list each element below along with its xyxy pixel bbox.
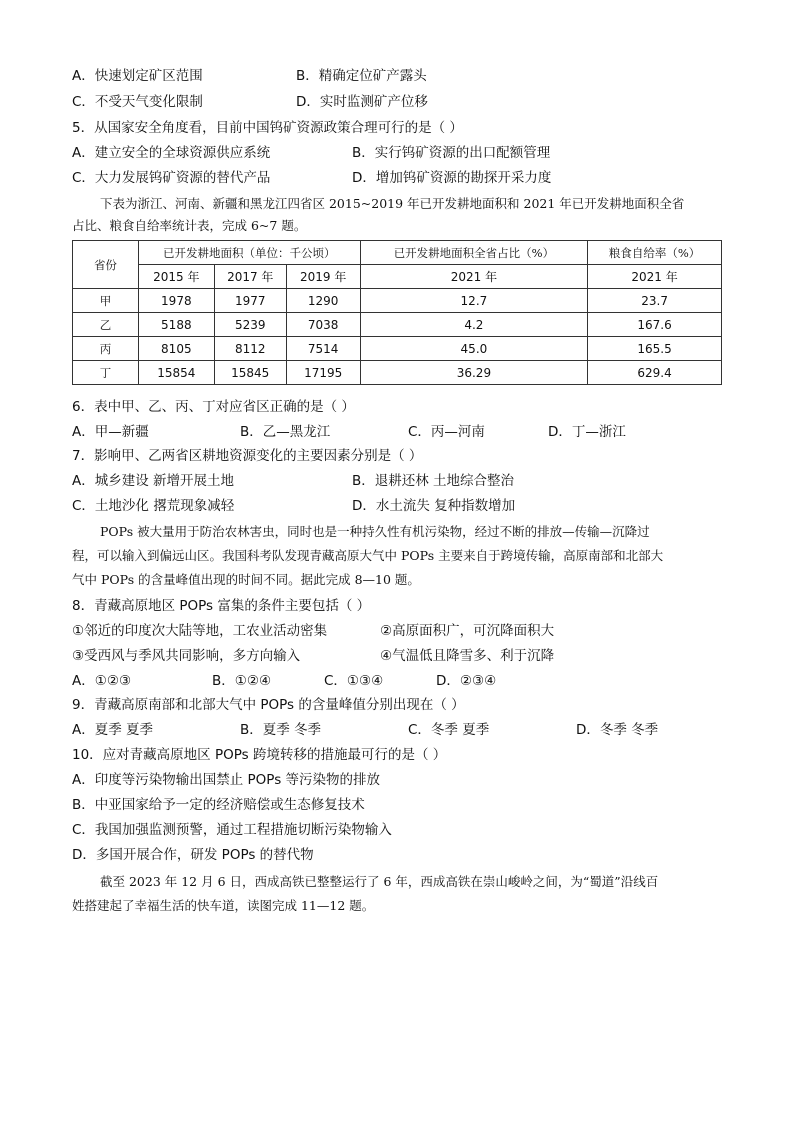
q8-statement-2: ②高原面积广，可沉降面积大 xyxy=(380,623,555,639)
intro-11-12-line-2: 姓搭建起了幸福生活的快车道，读图完成 11—12 题。 xyxy=(72,898,375,913)
q5-option-b: B．实行钨矿资源的出口配额管理 xyxy=(352,145,551,161)
q9-option-b: B．夏季 冬季 xyxy=(240,722,322,738)
header-share: 已开发耕地面积全省占比（%） xyxy=(360,241,588,265)
q4-option-b: B．精确定位矿产露头 xyxy=(296,68,427,84)
cell-2017: 5239 xyxy=(214,313,286,337)
header-year-2015: 2015 年 xyxy=(138,265,214,289)
row-name: 丁 xyxy=(73,361,139,385)
q6-option-c: C．丙—河南 xyxy=(408,424,485,440)
cell-grain: 165.5 xyxy=(588,337,722,361)
table-row xyxy=(73,337,722,361)
header-grain: 粮食自给率（%） xyxy=(588,241,722,265)
cell-grain: 167.6 xyxy=(588,313,722,337)
intro-8-10-line-3: 气中 POPs 的含量峰值出现的时间不同。据此完成 8—10 题。 xyxy=(72,572,420,587)
header-share-year: 2021 年 xyxy=(360,265,588,289)
header-area: 已开发耕地面积（单位：千公顷） xyxy=(138,241,360,265)
q8-statement-1: ①邻近的印度次大陆等地，工农业活动密集 xyxy=(72,623,328,639)
header-province: 省份 xyxy=(73,241,139,289)
table-row xyxy=(73,361,722,385)
q7-option-d: D．水土流失 复种指数增加 xyxy=(352,498,516,514)
row-name: 甲 xyxy=(73,289,139,313)
cell-2019: 17195 xyxy=(286,361,360,385)
cell-2015: 8105 xyxy=(138,337,214,361)
q8-option-b: B．①②④ xyxy=(212,673,272,689)
q4-option-c: C．不受天气变化限制 xyxy=(72,94,203,110)
q7-option-c: C．土地沙化 撂荒现象减轻 xyxy=(72,498,235,514)
cell-share: 12.7 xyxy=(360,289,588,313)
q10-option-d: D．多国开展合作，研发 POPs 的替代物 xyxy=(72,847,314,863)
q9-option-d: D．冬季 冬季 xyxy=(576,722,659,738)
intro-6-7-line-1: 下表为浙江、河南、新疆和黑龙江四省区 2015~2019 年已开发耕地面积和 2021 年已开发耕地面积全省 xyxy=(100,196,685,211)
intro-8-10-line-2: 程，可以输入到偏远山区。我国科考队发现青藏高原大气中 POPs 主要来自于跨境传输，高原南部和北部大 xyxy=(72,548,664,563)
cell-grain: 23.7 xyxy=(588,289,722,313)
q4-option-a: A．快速划定矿区范围 xyxy=(72,68,203,84)
q6-option-d: D．丁—浙江 xyxy=(548,424,626,440)
q8-option-d: D．②③④ xyxy=(436,673,497,689)
q9-option-a: A．夏季 夏季 xyxy=(72,722,154,738)
q10-option-b: B．中亚国家给予一定的经济赔偿或生态修复技术 xyxy=(72,797,365,813)
q8-stem: 8．青藏高原地区 POPs 富集的条件主要包括（ ） xyxy=(72,598,371,614)
q8-statement-4: ④气温低且降雪多、利于沉降 xyxy=(380,648,555,664)
q8-statement-3: ③受西风与季风共同影响，多方向输入 xyxy=(72,648,301,664)
q8-option-c: C．①③④ xyxy=(324,673,384,689)
row-name: 丙 xyxy=(73,337,139,361)
q5-option-c: C．大力发展钨矿资源的替代产品 xyxy=(72,170,271,186)
cell-share: 36.29 xyxy=(360,361,588,385)
q10-stem: 10．应对青藏高原地区 POPs 跨境转移的措施最可行的是（ ） xyxy=(72,747,447,763)
cell-2017: 8112 xyxy=(214,337,286,361)
q10-option-a: A．印度等污染物输出国禁止 POPs 等污染物的排放 xyxy=(72,772,381,788)
q9-option-c: C．冬季 夏季 xyxy=(408,722,490,738)
q10-option-c: C．我国加强监测预警，通过工程措施切断污染物输入 xyxy=(72,822,392,838)
row-name: 乙 xyxy=(73,313,139,337)
q6-stem: 6．表中甲、乙、丙、丁对应省区正确的是（ ） xyxy=(72,399,355,415)
q7-option-a: A．城乡建设 新增开展土地 xyxy=(72,473,235,489)
cell-2017: 15845 xyxy=(214,361,286,385)
q6-option-a: A．甲—新疆 xyxy=(72,424,149,440)
table-row xyxy=(73,289,722,313)
header-grain-year: 2021 年 xyxy=(588,265,722,289)
cell-2015: 1978 xyxy=(138,289,214,313)
cell-2019: 1290 xyxy=(286,289,360,313)
q5-option-d: D．增加钨矿资源的勘探开采力度 xyxy=(352,170,552,186)
q9-stem: 9．青藏高原南部和北部大气中 POPs 的含量峰值分别出现在（ ） xyxy=(72,697,465,713)
q8-option-a: A．①②③ xyxy=(72,673,132,689)
cell-2019: 7514 xyxy=(286,337,360,361)
q4-option-d: D．实时监测矿产位移 xyxy=(296,94,428,110)
intro-6-7-line-2: 占比、粮食自给率统计表，完成 6~7 题。 xyxy=(72,218,307,233)
q5-option-a: A．建立安全的全球资源供应系统 xyxy=(72,145,271,161)
cell-2015: 5188 xyxy=(138,313,214,337)
q5-stem: 5．从国家安全角度看，目前中国钨矿资源政策合理可行的是（ ） xyxy=(72,120,463,136)
farmland-table xyxy=(72,240,722,385)
cell-share: 4.2 xyxy=(360,313,588,337)
intro-8-10-line-1: POPs 被大量用于防治农林害虫，同时也是一种持久性有机污染物，经过不断的排放—传输—沉降过 xyxy=(100,524,650,539)
q7-stem: 7．影响甲、乙两省区耕地资源变化的主要因素分别是（ ） xyxy=(72,448,423,464)
intro-11-12-line-1: 截至 2023 年 12 月 6 日，西成高铁已整整运行了 6 年，西成高铁在崇山峻岭之间，为“蜀道”沿线百 xyxy=(100,874,659,889)
header-year-2017: 2017 年 xyxy=(214,265,286,289)
cell-2017: 1977 xyxy=(214,289,286,313)
cell-share: 45.0 xyxy=(360,337,588,361)
header-year-2019: 2019 年 xyxy=(286,265,360,289)
cell-grain: 629.4 xyxy=(588,361,722,385)
q7-option-b: B．退耕还林 土地综合整治 xyxy=(352,473,515,489)
cell-2015: 15854 xyxy=(138,361,214,385)
q6-option-b: B．乙—黑龙江 xyxy=(240,424,331,440)
table-row xyxy=(73,313,722,337)
cell-2019: 7038 xyxy=(286,313,360,337)
